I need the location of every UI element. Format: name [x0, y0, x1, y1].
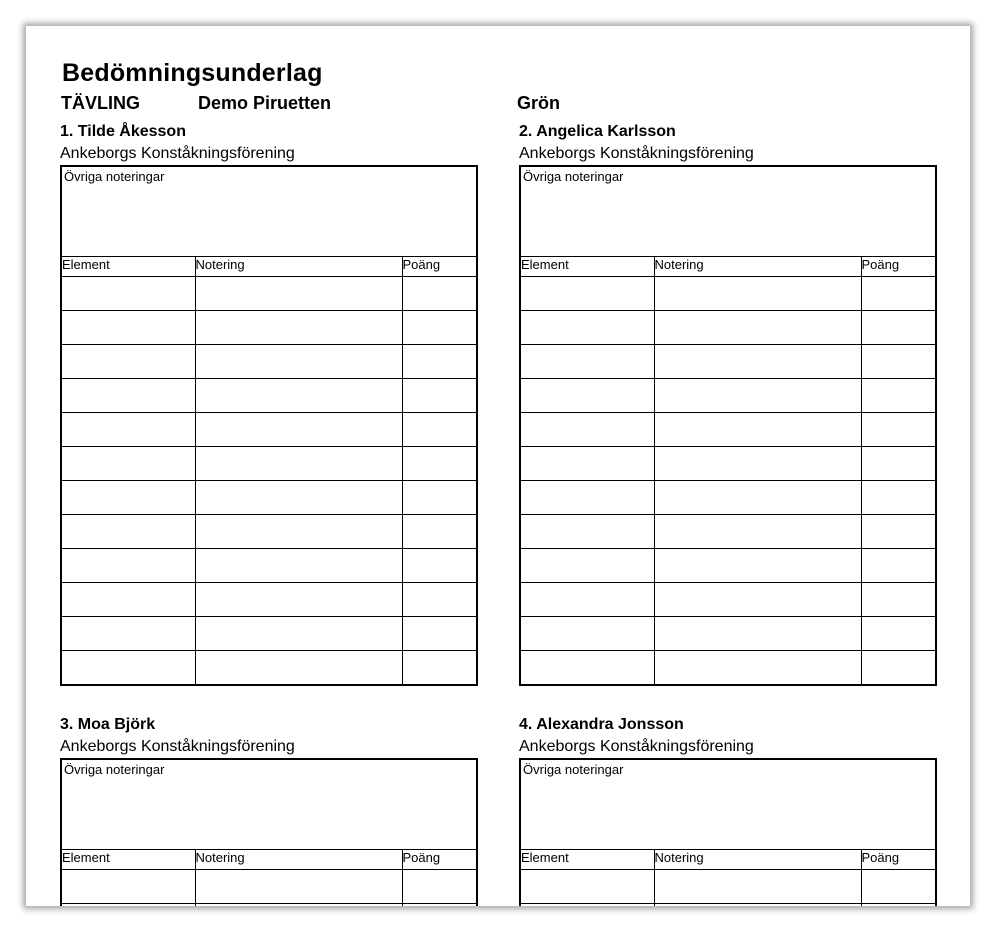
note-cell[interactable]	[654, 549, 861, 583]
document-title: Bedömningsunderlag	[62, 59, 323, 87]
element-cell[interactable]	[521, 617, 654, 651]
element-cell[interactable]	[62, 345, 195, 379]
table-row	[521, 481, 935, 515]
notes-label: Övriga noteringar	[523, 762, 624, 777]
element-cell[interactable]	[62, 447, 195, 481]
note-cell[interactable]	[654, 515, 861, 549]
table-row	[521, 345, 935, 379]
element-cell[interactable]	[62, 583, 195, 617]
note-cell[interactable]	[654, 277, 861, 311]
element-table	[521, 257, 935, 684]
table-row	[62, 651, 476, 685]
element-cell[interactable]	[521, 515, 654, 549]
table-row	[521, 549, 935, 583]
element-cell[interactable]	[521, 481, 654, 515]
element-cell[interactable]	[521, 651, 654, 685]
note-cell[interactable]	[195, 549, 402, 583]
header-points: Poäng	[861, 850, 935, 870]
element-cell[interactable]	[62, 617, 195, 651]
points-cell[interactable]	[402, 447, 476, 481]
skater-club: Ankeborgs Konståkningsförening	[60, 738, 295, 755]
table-row	[62, 904, 476, 907]
element-cell[interactable]	[62, 379, 195, 413]
judging-sheet	[519, 758, 937, 906]
header-note: Notering	[654, 257, 861, 277]
points-cell[interactable]	[402, 904, 476, 907]
competition-label: TÄVLING	[61, 93, 140, 113]
notes-field[interactable]	[62, 167, 476, 257]
skater-name: 2. Angelica Karlsson	[519, 123, 676, 140]
element-cell[interactable]	[521, 277, 654, 311]
note-cell[interactable]	[654, 617, 861, 651]
table-row	[62, 617, 476, 651]
table-row	[521, 379, 935, 413]
points-cell[interactable]	[861, 870, 935, 904]
points-cell[interactable]	[402, 651, 476, 685]
points-cell[interactable]	[861, 617, 935, 651]
note-cell[interactable]	[654, 651, 861, 685]
competition-name: Demo Piruetten	[198, 93, 332, 113]
element-cell[interactable]	[521, 549, 654, 583]
header-note: Notering	[195, 257, 402, 277]
note-cell[interactable]	[195, 870, 402, 904]
note-cell[interactable]	[654, 481, 861, 515]
element-cell[interactable]	[521, 379, 654, 413]
note-cell[interactable]	[195, 583, 402, 617]
element-cell[interactable]	[62, 870, 195, 904]
header-note: Notering	[654, 850, 861, 870]
table-row	[62, 413, 476, 447]
points-cell[interactable]	[861, 481, 935, 515]
note-cell[interactable]	[195, 277, 402, 311]
header-element: Element	[521, 850, 654, 870]
points-cell[interactable]	[861, 379, 935, 413]
table-row	[62, 345, 476, 379]
skater-name: 3. Moa Björk	[60, 716, 156, 733]
points-cell[interactable]	[402, 345, 476, 379]
note-cell[interactable]	[195, 904, 402, 907]
skater-club: Ankeborgs Konståkningsförening	[519, 145, 754, 162]
element-cell[interactable]	[62, 651, 195, 685]
element-cell[interactable]	[62, 904, 195, 907]
element-cell[interactable]	[521, 413, 654, 447]
header-points: Poäng	[402, 257, 476, 277]
table-row	[521, 447, 935, 481]
points-cell[interactable]	[402, 481, 476, 515]
note-cell[interactable]	[654, 447, 861, 481]
judging-sheet	[60, 758, 478, 906]
header-element: Element	[521, 257, 654, 277]
skater-block-3	[60, 717, 480, 906]
element-table	[62, 850, 476, 906]
table-row	[521, 583, 935, 617]
table-row	[521, 870, 935, 904]
note-cell[interactable]	[195, 345, 402, 379]
points-cell[interactable]	[402, 515, 476, 549]
header-element: Element	[62, 257, 195, 277]
notes-label: Övriga noteringar	[523, 169, 624, 184]
table-row	[521, 904, 935, 907]
note-cell[interactable]	[654, 379, 861, 413]
points-cell[interactable]	[861, 549, 935, 583]
points-cell[interactable]	[861, 277, 935, 311]
points-cell[interactable]	[861, 447, 935, 481]
table-row	[521, 617, 935, 651]
skater-club: Ankeborgs Konståkningsförening	[60, 145, 295, 162]
note-cell[interactable]	[195, 515, 402, 549]
element-cell[interactable]	[62, 515, 195, 549]
table-row	[62, 277, 476, 311]
points-cell[interactable]	[402, 870, 476, 904]
header-points: Poäng	[402, 850, 476, 870]
table-row	[521, 515, 935, 549]
points-cell[interactable]	[402, 379, 476, 413]
note-cell[interactable]	[654, 904, 861, 907]
points-cell[interactable]	[402, 549, 476, 583]
header-element: Element	[62, 850, 195, 870]
element-cell[interactable]	[62, 549, 195, 583]
header-note: Notering	[195, 850, 402, 870]
notes-field[interactable]	[521, 167, 935, 257]
points-cell[interactable]	[402, 617, 476, 651]
note-cell[interactable]	[195, 379, 402, 413]
judging-sheet	[519, 165, 937, 686]
element-cell[interactable]	[62, 413, 195, 447]
points-cell[interactable]	[402, 311, 476, 345]
table-row	[62, 549, 476, 583]
points-cell[interactable]	[861, 651, 935, 685]
element-cell[interactable]	[521, 345, 654, 379]
element-cell[interactable]	[521, 447, 654, 481]
table-row	[62, 583, 476, 617]
points-cell[interactable]	[402, 583, 476, 617]
table-row	[62, 379, 476, 413]
note-cell[interactable]	[195, 481, 402, 515]
skater-name: 4. Alexandra Jonsson	[519, 716, 684, 733]
element-cell[interactable]	[521, 311, 654, 345]
element-cell[interactable]	[62, 311, 195, 345]
points-cell[interactable]	[402, 277, 476, 311]
element-cell[interactable]	[521, 583, 654, 617]
table-row	[521, 277, 935, 311]
table-row	[521, 311, 935, 345]
element-table	[62, 257, 476, 684]
points-cell[interactable]	[402, 413, 476, 447]
note-cell[interactable]	[654, 583, 861, 617]
points-cell[interactable]	[861, 515, 935, 549]
note-cell[interactable]	[654, 345, 861, 379]
notes-label: Övriga noteringar	[64, 169, 165, 184]
score-sheet-page	[26, 26, 970, 906]
element-cell[interactable]	[62, 481, 195, 515]
notes-field[interactable]	[521, 760, 935, 850]
points-cell[interactable]	[861, 413, 935, 447]
points-cell[interactable]	[861, 904, 935, 907]
skater-block-2	[519, 124, 939, 686]
table-row	[62, 311, 476, 345]
group-name: Grön	[517, 93, 560, 113]
element-cell[interactable]	[62, 277, 195, 311]
note-cell[interactable]	[195, 413, 402, 447]
table-row	[62, 870, 476, 904]
judging-sheet	[60, 165, 478, 686]
element-cell[interactable]	[521, 870, 654, 904]
element-table	[521, 850, 935, 906]
note-cell[interactable]	[654, 870, 861, 904]
note-cell[interactable]	[195, 651, 402, 685]
notes-field[interactable]	[62, 760, 476, 850]
skater-block-1	[60, 124, 480, 686]
table-row	[521, 413, 935, 447]
table-row	[521, 651, 935, 685]
table-row	[62, 481, 476, 515]
points-cell[interactable]	[861, 583, 935, 617]
points-cell[interactable]	[861, 311, 935, 345]
points-cell[interactable]	[861, 345, 935, 379]
skater-name: 1. Tilde Åkesson	[60, 123, 186, 140]
note-cell[interactable]	[654, 413, 861, 447]
element-cell[interactable]	[521, 904, 654, 907]
table-row	[62, 515, 476, 549]
note-cell[interactable]	[195, 617, 402, 651]
note-cell[interactable]	[195, 447, 402, 481]
skater-club: Ankeborgs Konståkningsförening	[519, 738, 754, 755]
note-cell[interactable]	[654, 311, 861, 345]
table-row	[62, 447, 476, 481]
note-cell[interactable]	[195, 311, 402, 345]
header-points: Poäng	[861, 257, 935, 277]
notes-label: Övriga noteringar	[64, 762, 165, 777]
skater-block-4	[519, 717, 939, 906]
